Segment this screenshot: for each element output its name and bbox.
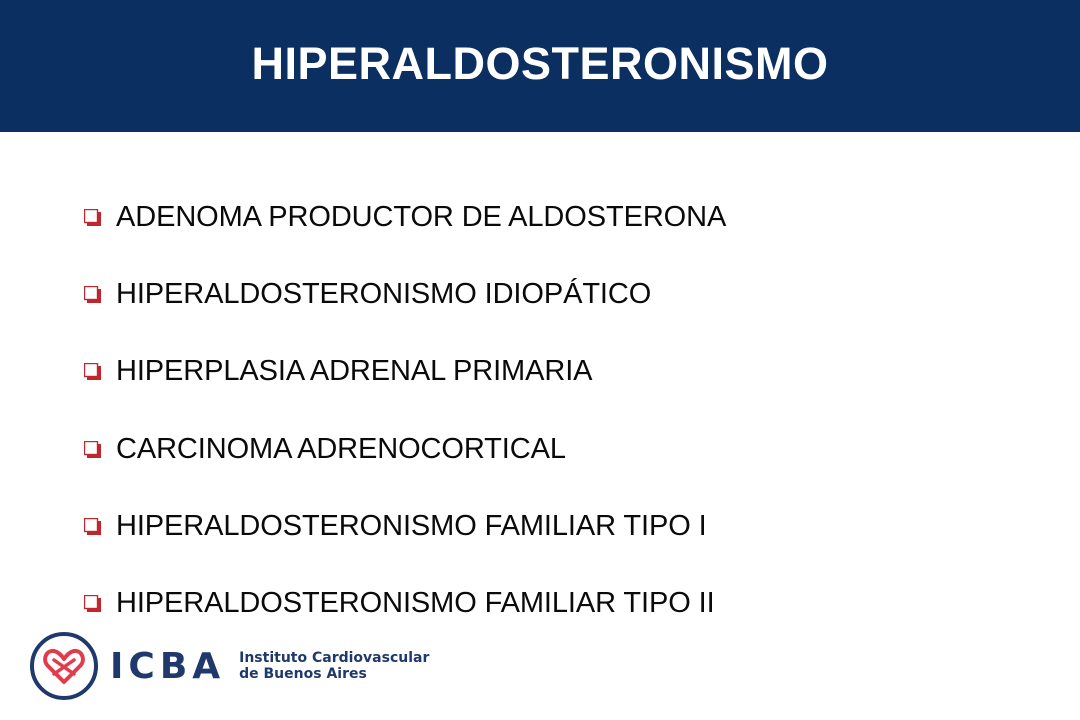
list-item-label: ADENOMA PRODUCTOR DE ALDOSTERONA [116, 200, 727, 233]
slide-title: HIPERALDOSTERONISMO [251, 38, 829, 89]
list-item [84, 506, 726, 548]
icba-logo [28, 630, 429, 702]
logo-wordmark: ICBA [110, 645, 226, 687]
checkbox-icon [84, 286, 101, 303]
list-item [84, 583, 726, 625]
heart-knot-logo-icon [28, 630, 100, 702]
list-item [84, 273, 726, 315]
list-item [84, 351, 726, 393]
checkbox-icon [84, 209, 101, 226]
list-item-label: HIPERALDOSTERONISMO FAMILIAR TIPO I [116, 510, 707, 543]
list-item-label: CARCINOMA ADRENOCORTICAL [116, 432, 566, 465]
logo-subtitle [239, 650, 429, 682]
list-item [84, 428, 726, 470]
title-bar [0, 0, 1080, 132]
logo-subtitle-line1: Instituto Cardiovascular [239, 650, 430, 666]
checkbox-icon [84, 363, 101, 380]
list-item [84, 196, 726, 238]
checkbox-icon [84, 518, 101, 535]
logo-subtitle-line2: de Buenos Aires [239, 666, 367, 682]
checkbox-icon [84, 595, 101, 612]
checkbox-icon [84, 441, 101, 458]
list-item-label: HIPERALDOSTERONISMO FAMILIAR TIPO II [116, 587, 715, 620]
bullet-list [84, 196, 726, 660]
list-item-label: HIPERPLASIA ADRENAL PRIMARIA [116, 355, 593, 388]
list-item-label: HIPERALDOSTERONISMO IDIOPÁTICO [116, 277, 652, 310]
